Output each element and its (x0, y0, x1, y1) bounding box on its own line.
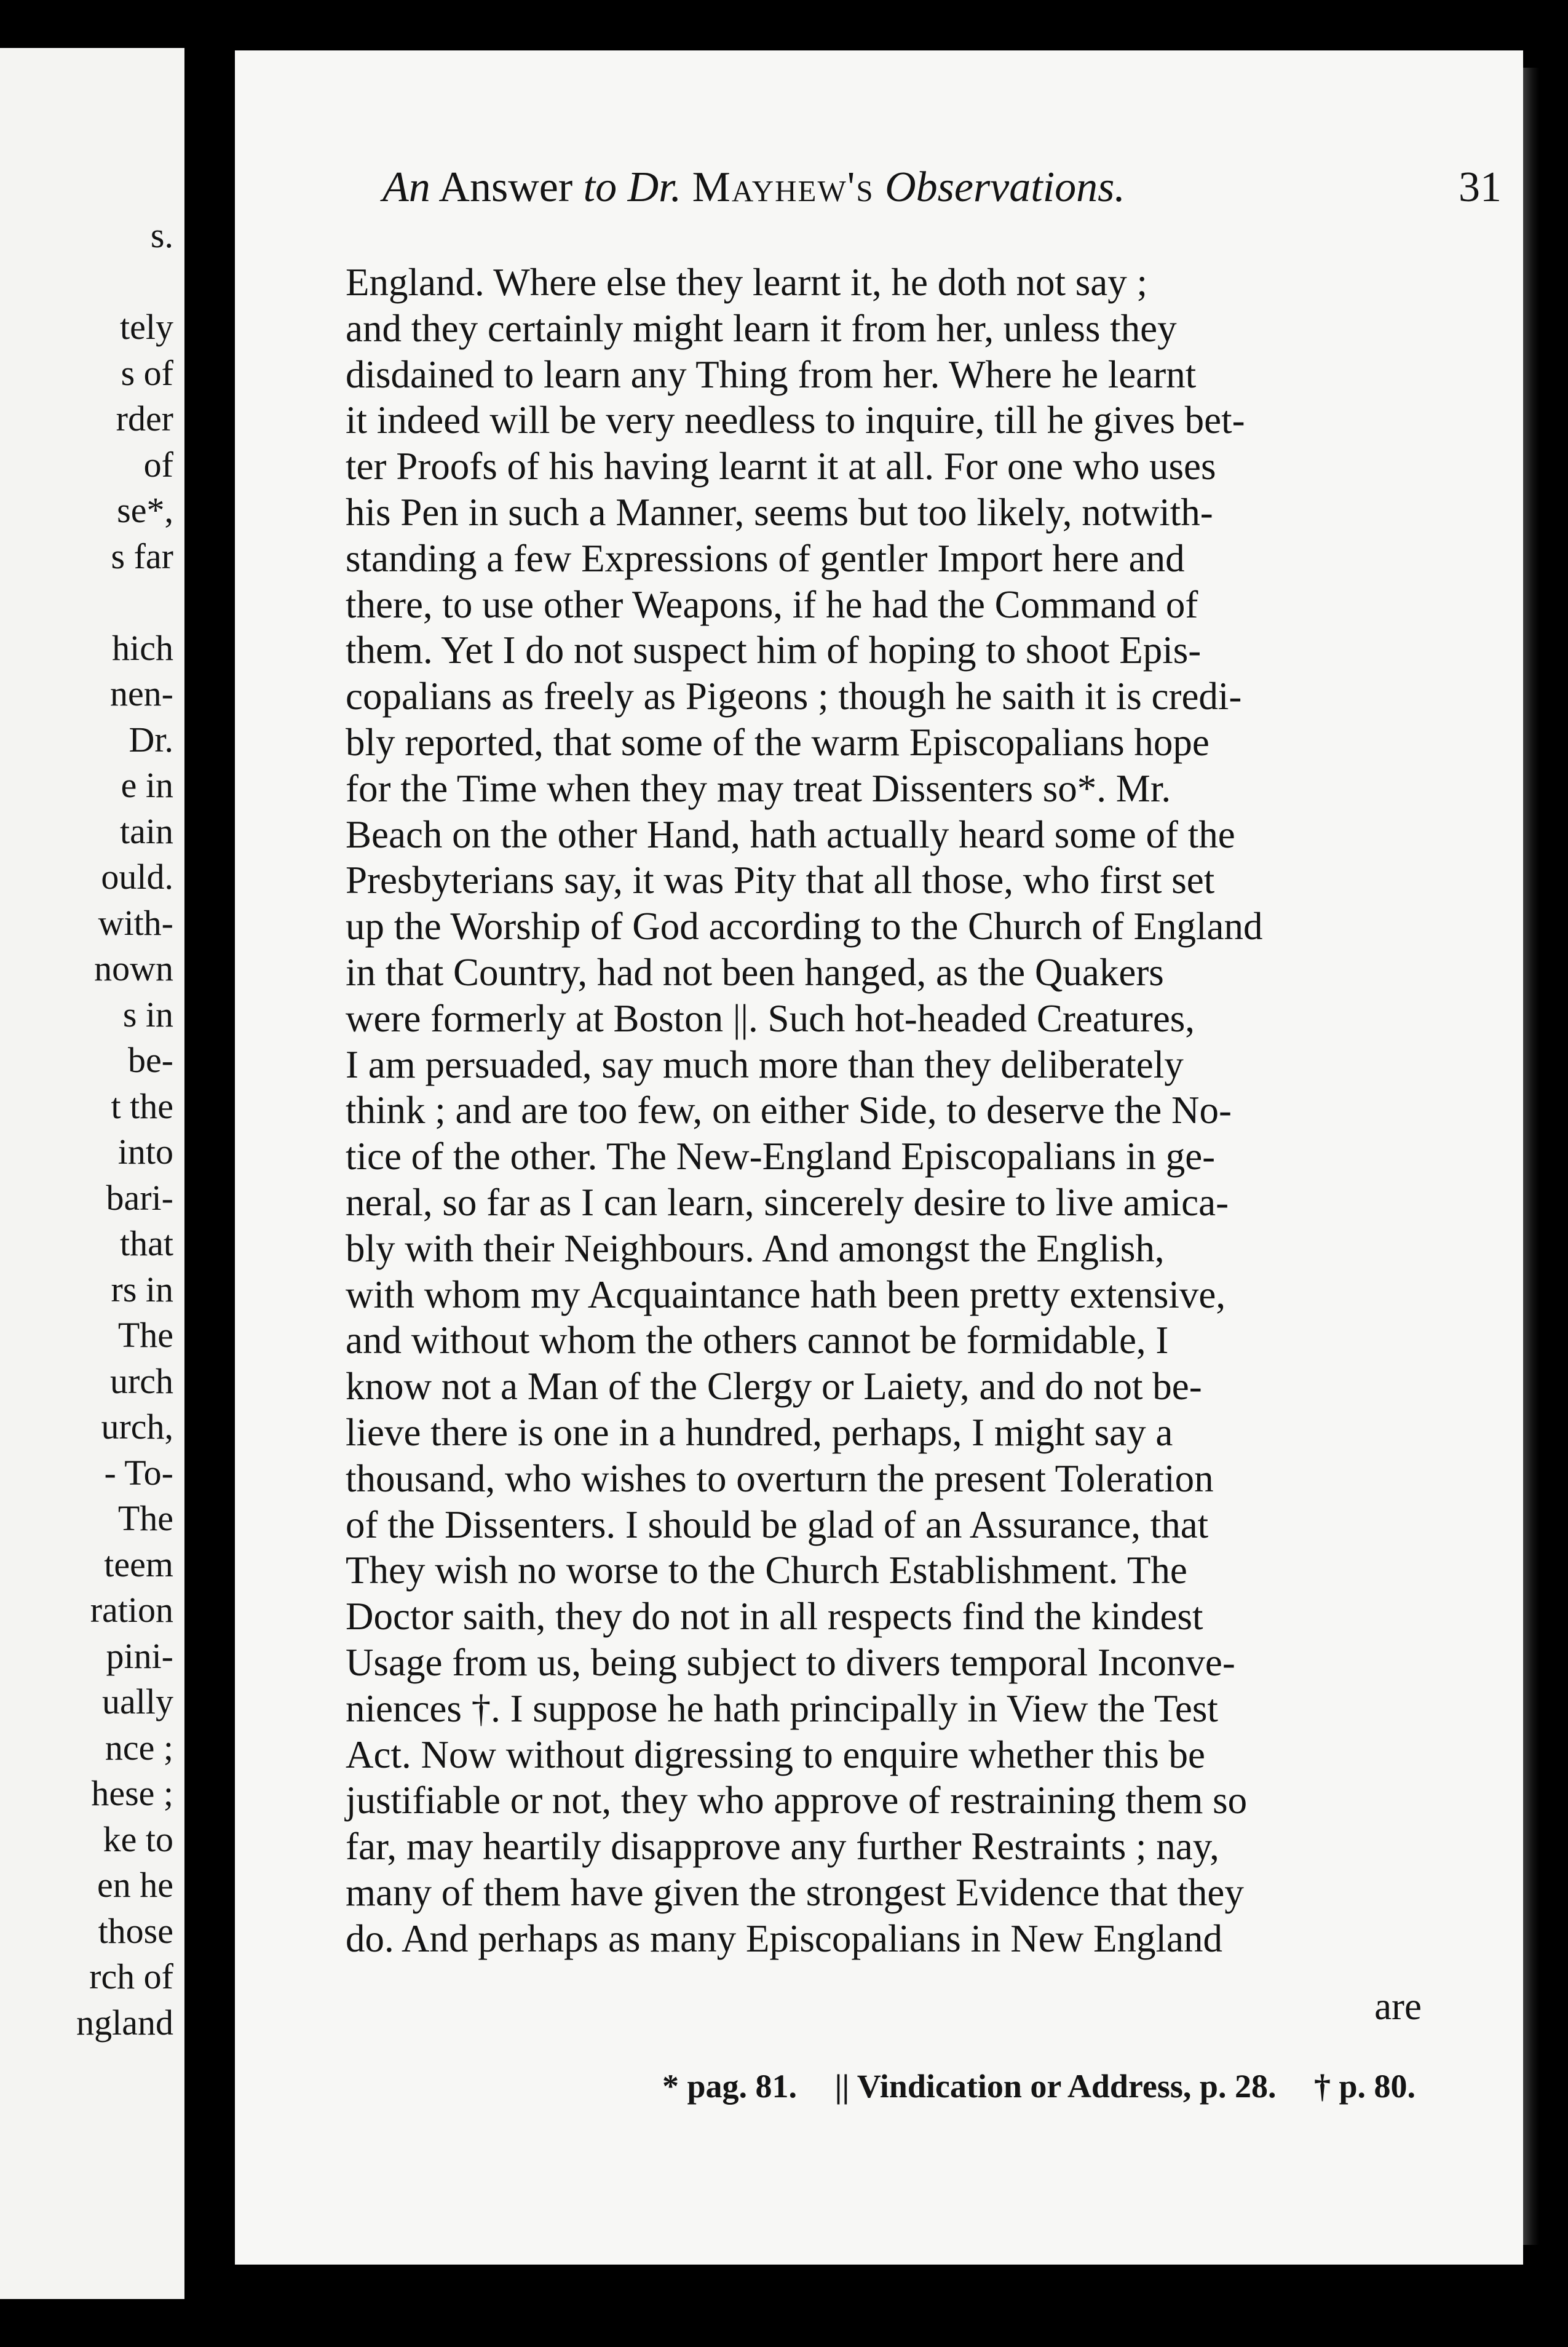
text-line: in that Country, had not been hanged, as the Quakers (346, 950, 1164, 994)
running-head-to-dr: to Dr. (583, 164, 682, 211)
text-line: his Pen in such a Manner, seems but too likely, notwith- (346, 490, 1213, 534)
text-line: of the Dissenters. I should be glad of an Assurance, that (346, 1503, 1209, 1546)
footnotes (235, 2065, 1416, 2108)
text-line: Act. Now without digressing to enquire whether this be (346, 1733, 1205, 1776)
book-gutter (184, 0, 234, 2347)
running-head-title-end: Observations. (885, 164, 1125, 211)
book-page (235, 50, 1523, 2265)
running-head (382, 160, 1440, 215)
text-line: justifiable or not, they who approve of restraining them so (346, 1779, 1248, 1822)
text-line: I am persuaded, say much more than they deliberately (346, 1042, 1184, 1086)
facing-page-fragment: nen- (109, 673, 173, 713)
facing-page-fragment: hese ; (91, 1773, 173, 1813)
facing-page-fragment: urch, (101, 1407, 173, 1447)
text-line: Beach on the other Hand, hath actually heard some of the (346, 812, 1235, 856)
running-head-prefix: An (382, 164, 430, 211)
text-line: for the Time when they may treat Dissenters so*. Mr. (346, 766, 1171, 810)
body-text (346, 260, 1538, 1961)
facing-page-fragment: s in (122, 994, 173, 1035)
facing-page-fragment: be- (127, 1040, 173, 1080)
facing-page-fragment: hich (112, 627, 173, 668)
text-line: it indeed will be very needless to inquire, till he gives bet- (346, 399, 1245, 442)
facing-page-fragment: ke to (103, 1819, 173, 1859)
facing-page-fragment: of (143, 444, 173, 485)
facing-page-left (0, 48, 184, 2299)
text-line: know not a Man of the Clergy or Laiety, and do not be- (346, 1365, 1202, 1408)
facing-page-fragment: teem (104, 1544, 173, 1584)
text-line: and without whom the others cannot be formidable, I (346, 1319, 1169, 1362)
facing-page-fragment: - To- (104, 1452, 173, 1493)
text-line: tice of the other. The New-England Episcopalians in ge- (346, 1135, 1216, 1178)
text-line: many of them have given the strongest Evidence that they (346, 1870, 1244, 1914)
facing-page-fragment: Dr. (129, 719, 173, 760)
facing-page-fragment: ually (102, 1682, 173, 1722)
text-line: up the Worship of God according to the Church of England (346, 905, 1263, 948)
text-line: bly with their Neighbours. And amongst the English, (346, 1226, 1165, 1270)
text-line: thousand, who wishes to overturn the present Toleration (346, 1456, 1214, 1500)
text-line: think ; and are too few, on either Side, to deserve the No- (346, 1089, 1232, 1132)
text-line: lieve there is one in a hundred, perhaps, I might say a (346, 1410, 1173, 1454)
text-line: ter Proofs of his having learnt it at all. For one who uses (346, 445, 1216, 488)
running-head-answer: Answer (438, 164, 573, 211)
facing-page-fragment: those (98, 1910, 173, 1951)
facing-page-fragment: ould. (101, 857, 173, 897)
facing-page-fragment: se*, (117, 490, 173, 530)
text-line: standing a few Expressions of gentler Import here and (346, 536, 1185, 580)
text-line: there, to use other Weapons, if he had the Command of (346, 582, 1198, 626)
page-number: 31 (1459, 164, 1502, 211)
text-line: Usage from us, being subject to divers temporal Inconve- (346, 1640, 1235, 1684)
text-line: do. And perhaps as many Episcopalians in New England (346, 1916, 1222, 1960)
footnote-2: || Vindication or Address, p. 28. (834, 2068, 1277, 2105)
footnote-3: † p. 80. (1313, 2068, 1416, 2105)
facing-page-fragment: tain (120, 811, 173, 851)
facing-page-text-fragments (76, 213, 173, 2046)
facing-page-fragment: nce ; (105, 1727, 173, 1768)
facing-page-fragment: e in (121, 765, 173, 805)
facing-page-fragment: tely (120, 307, 173, 347)
facing-page-fragment: t the (111, 1086, 173, 1126)
facing-page-fragment: bari- (106, 1177, 173, 1218)
text-line: niences †. I suppose he hath principally in View the Test (346, 1686, 1218, 1730)
facing-page-fragment: en he (97, 1865, 173, 1905)
text-line: Doctor saith, they do not in all respects find the kindest (346, 1595, 1203, 1638)
text-line: Presbyterians say, it was Pity that all those, who first set (346, 859, 1215, 902)
facing-page-fragment: rs in (111, 1269, 173, 1309)
facing-page-fragment: pini- (106, 1635, 173, 1676)
facing-page-fragment: with- (98, 902, 173, 943)
facing-page-fragment: nown (94, 948, 173, 988)
facing-page-fragment: ngland (76, 2002, 173, 2043)
facing-page-fragment: The (117, 1498, 173, 1538)
text-line: were formerly at Boston ||. Such hot-headed Creatures, (346, 996, 1195, 1040)
text-line: far, may heartily disapprove any further Restraints ; nay, (346, 1825, 1219, 1868)
facing-page-fragment: s far (111, 536, 173, 576)
footnote-1: * pag. 81. (662, 2068, 797, 2105)
facing-page-fragment: that (120, 1223, 173, 1263)
facing-page-fragment: s of (121, 352, 173, 393)
facing-page-fragment: rder (116, 399, 173, 439)
text-line: copalians as freely as Pigeons ; though he saith it is credi- (346, 675, 1242, 718)
facing-page-fragment (76, 579, 173, 625)
running-head-name: Mayhew's (692, 164, 874, 211)
facing-page-fragment: urch (109, 1360, 173, 1401)
text-line: and they certainly might learn it from her, unless they (346, 306, 1177, 350)
facing-page-fragment: s. (150, 215, 173, 255)
text-line: They wish no worse to the Church Establishment. The (346, 1549, 1187, 1592)
text-line: England. Where else they learnt it, he doth not say ; (346, 261, 1147, 304)
catchword: are (1374, 1985, 1422, 2028)
facing-page-fragment: into (117, 1132, 173, 1172)
facing-page-fragment: ration (90, 1590, 173, 1630)
facing-page-fragment: rch of (89, 1956, 173, 1996)
text-line: bly reported, that some of the warm Episcopalians hope (346, 720, 1210, 764)
text-line: disdained to learn any Thing from her. Where he learnt (346, 352, 1197, 396)
text-line: neral, so far as I can learn, sincerely desire to live amica- (346, 1180, 1229, 1224)
text-line: with whom my Acquaintance hath been pretty extensive, (346, 1273, 1226, 1316)
text-line: them. Yet I do not suspect him of hoping to shoot Epis- (346, 629, 1202, 672)
facing-page-fragment (76, 259, 173, 305)
facing-page-fragment: The (117, 1315, 173, 1355)
page-edge (1523, 68, 1539, 2245)
